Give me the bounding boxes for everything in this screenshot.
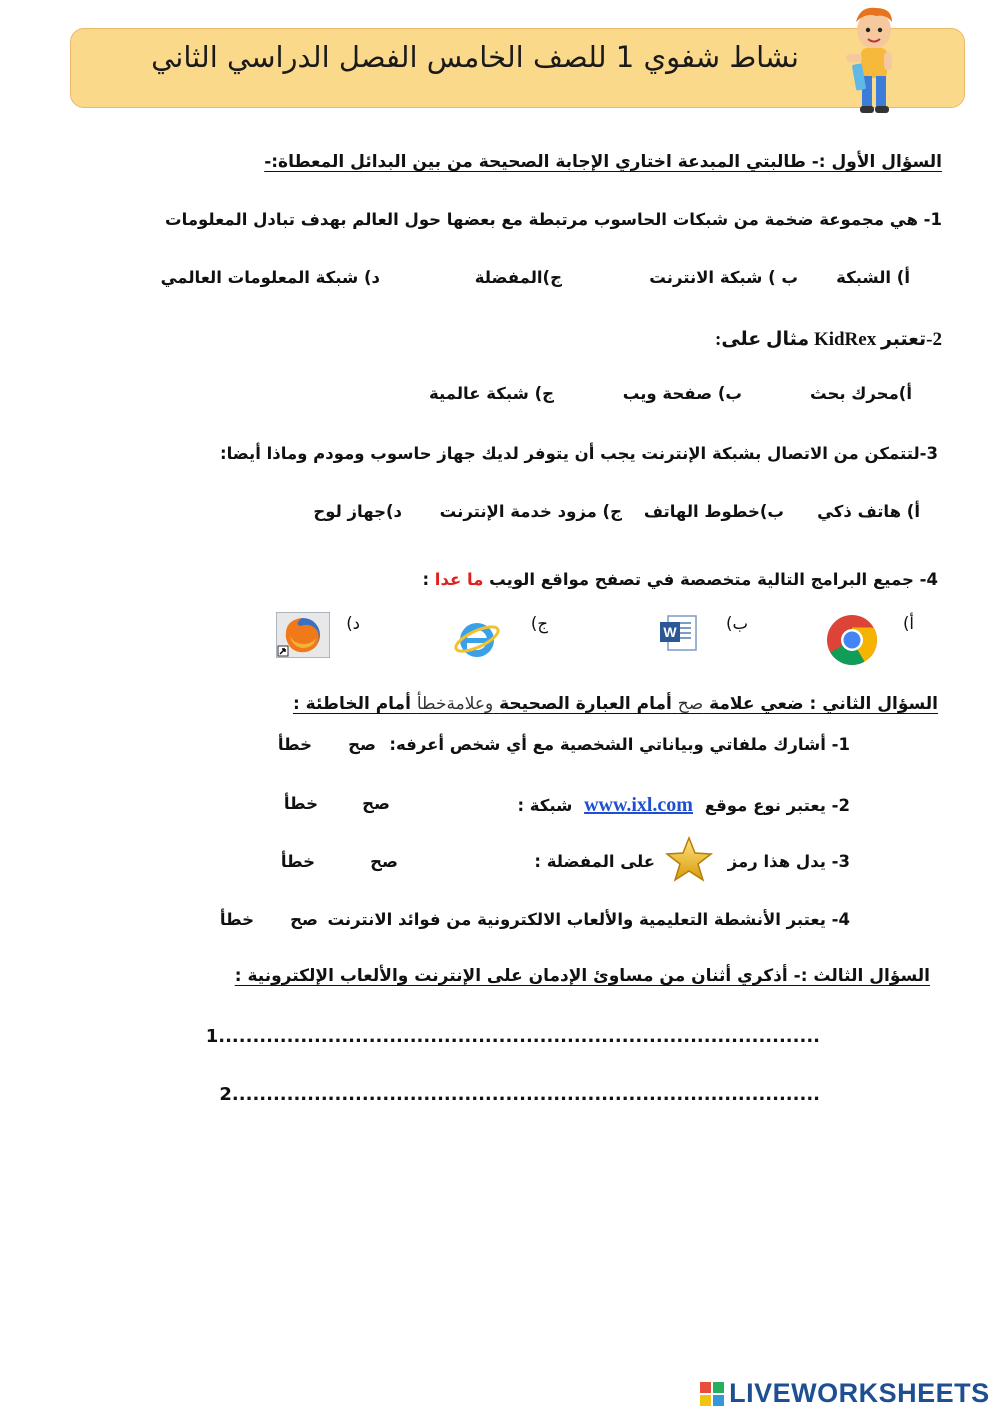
q2-heading-part-2: أمام العبارة الصحيحة	[499, 694, 672, 714]
boy-illustration	[836, 4, 910, 118]
q1-item-4-option-b[interactable]: ب)	[726, 614, 748, 633]
q1-item-4	[422, 570, 938, 589]
q1-item-2-option-b[interactable]: ب) صفحة ويب	[622, 384, 742, 403]
q2-item-4-true[interactable]: صح	[290, 910, 318, 929]
q2-heading-false-word: خطأ	[416, 694, 447, 714]
q1-item-3-option-b[interactable]: ب)خطوط الهاتف	[643, 502, 784, 521]
q2-item-1-true[interactable]: صح	[348, 735, 376, 754]
q1-item-1-option-d[interactable]: د) شبكة المعلومات العالمي	[160, 268, 380, 287]
q1-item-3: 3-لتتمكن من الاتصال بشبكة الإنترنت يجب أن يتوفر لديك جهاز حاسوب ومودم وماذا أيضا:	[220, 444, 938, 463]
q2-item-2-text: 2- يعتبر نوع موقع	[704, 796, 850, 815]
q1-item-1: 1- هي مجموعة ضخمة من شبكات الحاسوب مرتبطة مع بعضها حول العالم بهدف تبادل المعلومات	[165, 210, 942, 229]
liveworksheets-logo-text: LIVEWORKSHEETS	[729, 1378, 990, 1408]
chrome-icon[interactable]	[823, 614, 881, 666]
svg-text:W: W	[663, 624, 677, 640]
q2-heading-part-3: وعلامة	[446, 694, 494, 714]
q2-item-3-suffix: على المفضلة :	[534, 852, 655, 871]
q1-item-3-option-a[interactable]: أ) هاتف ذكي	[817, 502, 920, 521]
q1-item-3-option-c[interactable]: ج) مزود خدمة الإنترنت	[439, 502, 622, 521]
internet-explorer-icon[interactable]	[453, 616, 503, 662]
q2-item-2-suffix: شبكة :	[517, 796, 573, 815]
q2-item-1: 1- أشارك ملفاتي وبياناتي الشخصية مع أي شخص أعرفه:	[389, 735, 850, 754]
q2-item-2	[517, 794, 850, 817]
q1-item-1-option-a[interactable]: أ) الشبكة	[836, 268, 910, 287]
q3-answer-line-1[interactable]: 1........................................................................................	[205, 1026, 820, 1047]
q2-item-4-false[interactable]: خطأ	[219, 910, 254, 929]
liveworksheets-logo-icon	[700, 1382, 724, 1406]
q1-item-2-option-a[interactable]: أ)محرك بحث	[810, 384, 912, 403]
q1-item-4-except: ما عدا	[434, 570, 484, 589]
q1-item-1-option-b[interactable]: ب ) شبكة الانترنت	[649, 268, 798, 287]
q2-heading-true-word: صح	[677, 694, 704, 714]
q1-item-4-option-d[interactable]: د)	[346, 614, 360, 633]
q2-item-3-true[interactable]: صح	[370, 852, 398, 871]
word-icon[interactable]	[658, 614, 700, 652]
ixl-link[interactable]: www.ixl.com	[584, 794, 693, 816]
q2-item-3-false[interactable]: خطأ	[280, 852, 315, 871]
q2-heading-part-4: أمام الخاطئة :	[292, 694, 411, 714]
q1-item-4-colon: :	[422, 570, 435, 589]
q2-item-2-true[interactable]: صح	[362, 794, 390, 813]
q1-item-4-option-a[interactable]: أ)	[902, 614, 914, 633]
page-title: نشاط شفوي 1 للصف الخامس الفصل الدراسي الثاني	[151, 40, 799, 74]
q2-heading	[293, 694, 938, 714]
q1-item-4-option-c[interactable]: ج)	[530, 614, 548, 633]
q1-item-1-option-c[interactable]: ج)المفضلة	[474, 268, 562, 287]
star-icon	[664, 836, 714, 884]
q3-answer-line-2[interactable]: 2......................................................................................	[219, 1084, 820, 1105]
q2-heading-part-1: السؤال الثاني : ضعي علامة	[709, 694, 938, 714]
q2-item-4: 4- يعتبر الأنشطة التعليمية والألعاب الالكترونية من فوائد الانترنت	[327, 910, 850, 929]
q2-item-2-false[interactable]: خطأ	[283, 794, 318, 813]
q2-item-3-text: 3- يدل هذا رمز	[727, 852, 850, 871]
q2-item-1-false[interactable]: خطأ	[277, 735, 312, 754]
q3-heading: السؤال الثالث :- أذكري أثنان من مساوئ الإدمان على الإنترنت والألعاب الإلكترونية :	[234, 966, 930, 986]
firefox-icon[interactable]	[276, 612, 330, 658]
q1-item-2-option-c[interactable]: ج) شبكة عالمية	[429, 384, 554, 403]
q1-item-2: 2-تعتبر KidRex مثال على:	[715, 329, 942, 350]
q1-item-3-option-d[interactable]: د)جهاز لوح	[313, 502, 402, 521]
q1-heading: السؤال الأول :- طالبتي المبدعة اختاري الإجابة الصحيحة من بين البدائل المعطاة:-	[264, 152, 942, 172]
q1-item-4-text: 4- جميع البرامج التالية متخصصة في تصفح مواقع الويب	[489, 570, 938, 589]
liveworksheets-logo	[700, 1378, 990, 1409]
